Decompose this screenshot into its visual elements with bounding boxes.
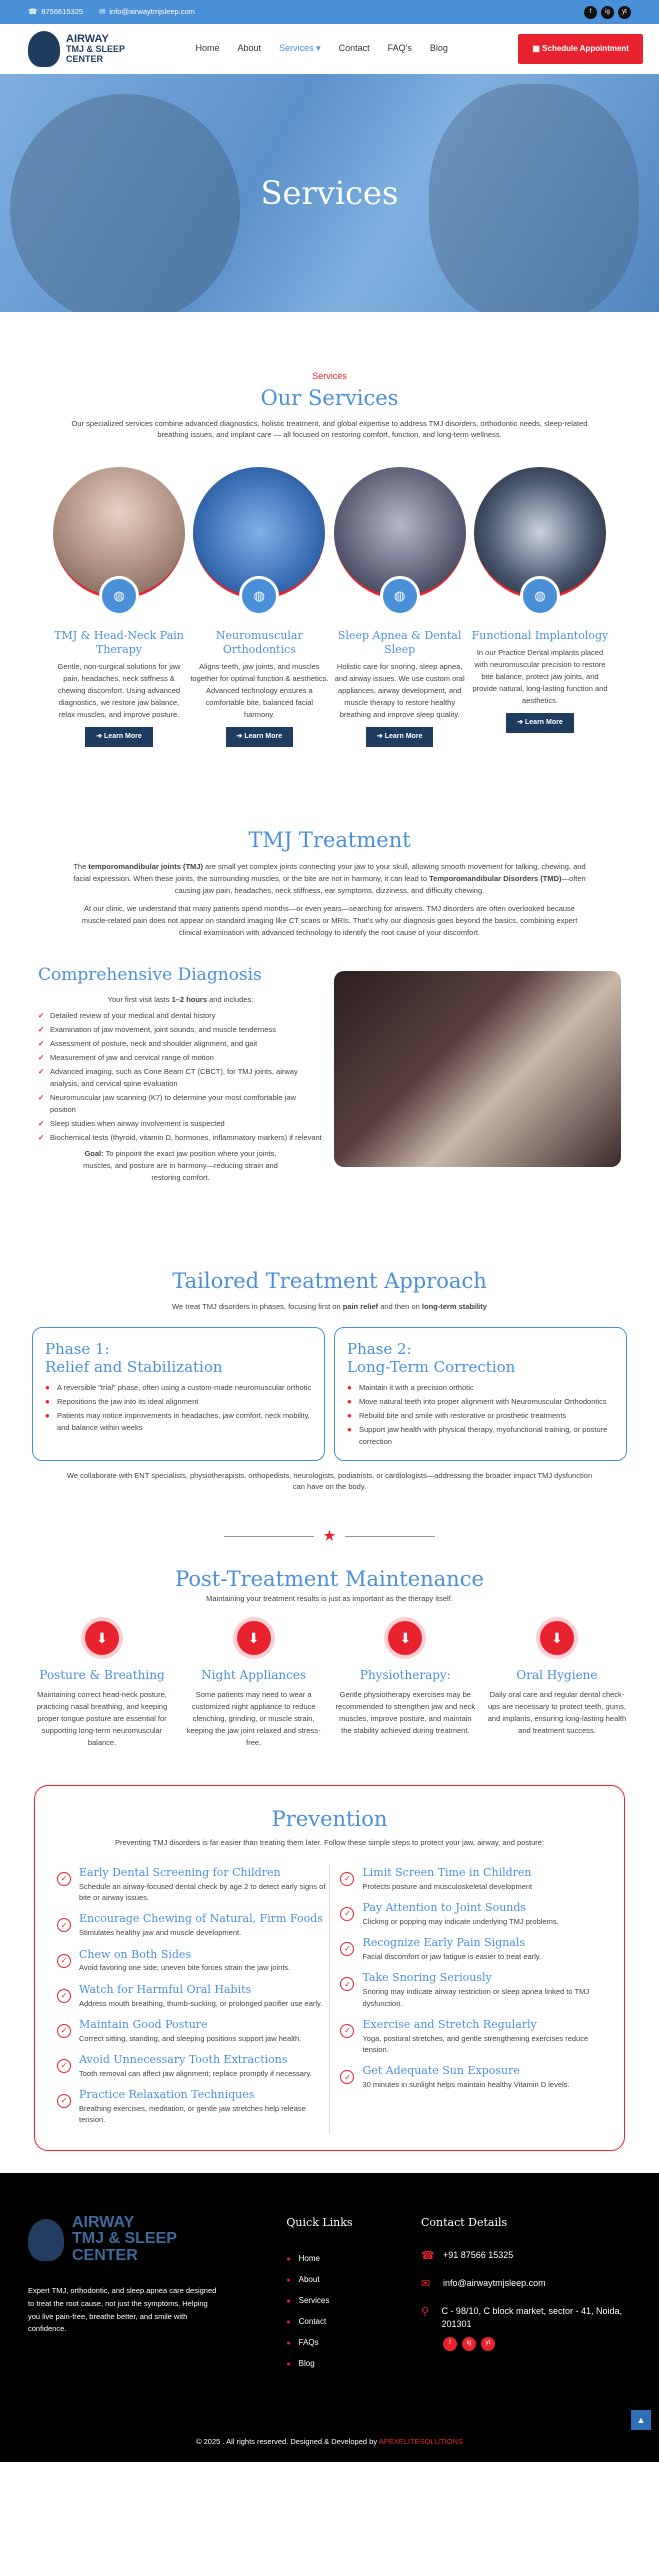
check-circle-icon: ✓ bbox=[57, 1954, 71, 1968]
footer-email[interactable]: ✉ info@airwaytmjsleep.com bbox=[421, 2277, 631, 2293]
phone-link[interactable]: ☎ 8756615325 bbox=[28, 6, 84, 16]
section-divider bbox=[32, 1527, 627, 1546]
prevention-item: ✓ Get Adequate Sun Exposure 30 minutes in sunlight helps maintain healthy Vitamin D levels. bbox=[340, 2063, 602, 2090]
arrow-down-icon: ⬇ bbox=[540, 1621, 574, 1655]
tmj-title: TMJ Treatment bbox=[248, 827, 411, 852]
logo-head-icon bbox=[28, 2219, 64, 2261]
diagnosis-lead: Your first visit lasts 1–2 hours and includes: bbox=[107, 994, 254, 1004]
footer-about: Expert TMJ, orthodontic, and sleep apnea care designed to treat the root cause, not just the symptoms. Helping you live pain-free, breathe better, and smile with confidence. bbox=[28, 2286, 217, 2334]
list-item: ✓ Advanced imaging, such as Cone Beam CT (CBCT), for TMJ joints, airway analysis, and cervical spine evaluation bbox=[38, 1066, 323, 1090]
list-item: ● Support jaw health with physical therapy, myofunctional training, or posture correction bbox=[347, 1424, 614, 1448]
service-card: ◍ Neuromuscular Orthodontics Aligns teeth, jaw joints, and muscles together for optimal function & aesthetics. Advanced technology ensures a comfortable bite, balanced facial harmony. ➔ Learn More bbox=[190, 467, 328, 747]
list-item: ● Maintain it with a precision orthotic bbox=[347, 1382, 614, 1394]
check-circle-icon: ✓ bbox=[340, 1942, 354, 1956]
list-item: ✓ Neuromuscular jaw scanning (K7) to determine your most comfortable jaw position bbox=[38, 1092, 323, 1116]
prevention-left bbox=[57, 1865, 329, 2134]
facebook-icon[interactable]: f bbox=[584, 6, 597, 19]
services-section bbox=[0, 370, 659, 747]
nav-blog[interactable]: Blog bbox=[429, 43, 448, 54]
check-circle-icon: ✓ bbox=[57, 1989, 71, 2003]
check-circle-icon: ✓ bbox=[340, 2024, 354, 2038]
list-item: ✓ Examination of jaw movement, joint sounds, and muscle tenderness bbox=[38, 1024, 323, 1036]
list-item: ✓ Assessment of posture, neck and shoulder alignment, and gait bbox=[38, 1038, 323, 1050]
nav-home[interactable]: Home bbox=[195, 43, 220, 54]
diagnosis-goal: Goal: To pinpoint the exact jaw position where your joints, muscles, and posture are in harmony—reducing strain and restoring comfort. bbox=[83, 1148, 278, 1182]
top-bar bbox=[0, 0, 659, 24]
list-item: ● Move natural teeth into proper alignment with Neuromuscular Orthodontics bbox=[347, 1396, 614, 1408]
tooth-icon: ◍ bbox=[239, 576, 279, 616]
arrow-down-icon: ⬇ bbox=[388, 1621, 422, 1655]
service-card: ◍ TMJ & Head-Neck Pain Therapy Gentle, non-surgical solutions for jaw pain, headaches, neck stiffness & chewing discomfort. Using advanced diagnostics, we restore jaw balance, relax muscles, and improve posture. ➔ Learn More bbox=[50, 467, 188, 747]
post-treatment-section bbox=[0, 1564, 659, 2151]
prevention-item: ✓ Maintain Good Posture Correct sitting, standing, and sleeping positions support jaw health. bbox=[57, 2017, 329, 2044]
hero-image-right bbox=[429, 84, 639, 312]
quick-links-title: Quick Links bbox=[286, 2215, 353, 2229]
approach-lead: We treat TMJ disorders in phases, focusing first on pain relief and then on long-term stability bbox=[172, 1302, 487, 1312]
site-logo[interactable]: AIRWAY TMJ & SLEEP CENTER bbox=[28, 31, 125, 67]
learn-more-button[interactable]: ➔ Learn More bbox=[506, 713, 574, 733]
prevention-item: ✓ Encourage Chewing of Natural, Firm Foods Stimulates healthy jaw and muscle development. bbox=[57, 1911, 329, 1938]
footer-link-home[interactable]: ● Home bbox=[286, 2253, 352, 2265]
prevention-item: ✓ Pay Attention to Joint Sounds Clicking or popping may indicate underlying TMJ problems. bbox=[340, 1900, 602, 1927]
back-to-top-button[interactable]: ▲ bbox=[631, 2410, 651, 2430]
tmj-section bbox=[0, 825, 659, 1184]
footer-link-contact[interactable]: ● Contact bbox=[286, 2316, 352, 2328]
list-item: ● Rebuild bite and smile with restorative or prosthetic treatments bbox=[347, 1410, 614, 1422]
footer-phone[interactable]: ☎ +91 87566 15325 bbox=[421, 2249, 631, 2265]
list-item: ✓ Sleep studies when airway involvement is suspected bbox=[38, 1118, 323, 1130]
prevention-item: ✓ Early Dental Screening for Children Schedule an airway-focused dental check by age 2 to detect early signs of bite or airway issues. bbox=[57, 1865, 329, 1903]
services-title: Our Services bbox=[260, 386, 399, 411]
tooth-icon: ◍ bbox=[380, 576, 420, 616]
learn-more-button[interactable]: ➔ Learn More bbox=[85, 727, 153, 747]
logo-head-icon bbox=[28, 31, 60, 67]
prevention-item: ✓ Avoid Unnecessary Tooth Extractions Tooth removal can affect jaw alignment; replace promptly if necessary. bbox=[57, 2052, 329, 2079]
developer-link[interactable]: APEXELITESOLUTIONS bbox=[378, 2437, 463, 2447]
prevention-sub: Preventing TMJ disorders is far easier than treating them later. Follow these simple steps to protect your jaw, airway, and posture: bbox=[114, 1838, 545, 1847]
footer-logo[interactable]: AIRWAY TMJ & SLEEP CENTER bbox=[28, 2215, 218, 2265]
hero-banner bbox=[0, 74, 659, 312]
collab-text: We collaborate with ENT specialists, physiotherapists, orthopedists, neurologists, podiatrists, or cardiologists—addressing the broader impact TMJ dysfunction can have on the body. bbox=[66, 1471, 593, 1492]
check-circle-icon: ✓ bbox=[57, 1872, 71, 1886]
arrow-down-icon: ⬇ bbox=[237, 1621, 271, 1655]
footer-link-about[interactable]: ● About bbox=[286, 2274, 352, 2286]
prevention-item: ✓ Chew on Both Sides Avoid favoring one side; uneven bite forces strain the jaw joints. bbox=[57, 1947, 329, 1974]
tooth-icon: ◍ bbox=[99, 576, 139, 616]
check-circle-icon: ✓ bbox=[57, 2094, 71, 2108]
services-intro: Our specialized services combine advanced diagnostics, holistic treatment, and global expertise to address TMJ disorders, orthodontic needs, sleep-related breathing issues, and implant care — all focused on restoring comfort, function, and long-term wellness. bbox=[71, 419, 588, 440]
service-image bbox=[474, 467, 606, 603]
check-circle-icon: ✓ bbox=[340, 2070, 354, 2084]
ptm-sub: Maintaining your treatment results is just as important as the therapy itself. bbox=[206, 1594, 453, 1604]
prevention-item: ✓ Take Snoring Seriously Snoring may indicate airway restriction or sleep apnea linked to TMJ dysfunction. bbox=[340, 1970, 602, 2008]
youtube-icon[interactable]: yt bbox=[618, 6, 631, 19]
prevention-right bbox=[329, 1865, 602, 2134]
approach-title: Tailored Treatment Approach bbox=[172, 1268, 487, 1293]
list-item: ✓ Biochemical tests (thyroid, vitamin D, hormones, inflammatory markers) if relevant bbox=[38, 1132, 323, 1144]
copyright: © 2025 . All rights reserved. Designed & Developed by APEXELITESOLUTIONS bbox=[196, 2437, 463, 2447]
ptm-item: ⬇ Oral Hygiene Daily oral care and regular dental check-ups are necessary to protect teeth, gums, and implants, ensuring long-lasting health and treatment success. bbox=[487, 1621, 627, 1748]
tmj-paragraph: The temporomandibular joints (TMJ) are small yet complex joints connecting your jaw to your skull, allowing smooth movement for talking, chewing, and facial expression. When these joints, the surrounding muscles, or the bite are not in harmony, it can lead to Temporomandibular Disorders (TMD)—often causing jaw pain, headaches, neck stiffness, ear symptoms, dizziness, and difficulty chewing. bbox=[73, 862, 586, 896]
learn-more-button[interactable]: ➔ Learn More bbox=[366, 727, 434, 747]
hero-title: Services bbox=[260, 173, 399, 212]
diagnosis-title: Comprehensive Diagnosis bbox=[38, 965, 262, 986]
hero-image-left bbox=[10, 94, 240, 312]
check-circle-icon: ✓ bbox=[340, 1872, 354, 1886]
service-image bbox=[193, 467, 325, 603]
tooth-icon: ◍ bbox=[520, 576, 560, 616]
phone-icon: ☎ bbox=[420, 2249, 435, 2262]
phase-2-card: Phase 2: Long-Term Correction ● Maintain it with a precision orthotic ● Move natural teeth into proper alignment with Neuromuscular Orthodontics ● Rebuild bite and smile with restorative or prosthetic treatments ● Support jaw health with physical therapy, myofunctional training, or posture correction bbox=[334, 1327, 627, 1461]
nav-contact[interactable]: Contact bbox=[338, 43, 370, 54]
list-item: ✓ Measurement of jaw and cervical range of motion bbox=[38, 1052, 323, 1064]
ptm-item: ⬇ Physiotherapy: Gentle physiotherapy exercises may be recommended to strengthen jaw and neck muscles, improve posture, and maintain the stability achieved during treatment. bbox=[335, 1621, 475, 1748]
prevention-item: ✓ Exercise and Stretch Regularly Yoga, postural stretches, and gentle strengthening exercises reduce tension. bbox=[340, 2017, 602, 2055]
ptm-title: Post-Treatment Maintenance bbox=[175, 1566, 484, 1591]
schedule-appointment-button[interactable]: ▦ Schedule Appointment bbox=[518, 34, 643, 64]
prevention-item: ✓ Practice Relaxation Techniques Breathing exercises, meditation, or gentle jaw stretches help release tension. bbox=[57, 2087, 329, 2125]
list-item: ✓ Detailed review of your medical and dental history bbox=[38, 1010, 323, 1022]
service-image bbox=[334, 467, 466, 603]
contact-title: Contact Details bbox=[420, 2215, 508, 2229]
instagram-icon[interactable]: ig bbox=[601, 6, 614, 19]
main-nav bbox=[0, 24, 659, 74]
check-circle-icon: ✓ bbox=[57, 2059, 71, 2073]
check-circle-icon: ✓ bbox=[57, 2024, 71, 2038]
email-link[interactable]: ✉ info@airwaytmjsleep.com bbox=[99, 6, 195, 16]
star-icon: ★ bbox=[323, 1528, 336, 1544]
mail-icon: ✉ bbox=[99, 6, 106, 16]
learn-more-button[interactable]: ➔ Learn More bbox=[226, 727, 294, 747]
check-circle-icon: ✓ bbox=[340, 1907, 354, 1921]
check-circle-icon: ✓ bbox=[340, 1977, 354, 1991]
diagnosis-photo bbox=[334, 971, 621, 1167]
nav-about[interactable]: About bbox=[237, 43, 262, 54]
prevention-box bbox=[34, 1785, 625, 2151]
nav-services[interactable]: Services ▾ bbox=[279, 43, 321, 54]
prevention-item: ✓ Recognize Early Pain Signals Facial discomfort or jaw fatigue is easier to treat early. bbox=[340, 1935, 602, 1962]
footer-link-services[interactable]: ● Services bbox=[286, 2295, 352, 2307]
footer-link-faqs[interactable]: ● FAQs bbox=[286, 2337, 352, 2349]
service-card: ◍ Sleep Apnea & Dental Sleep Holistic care for snoring, sleep apnea, and airway issues. We use custom oral appliances, airway development, and muscle therapy to restore healthy breathing and improve sleep quality. ➔ Learn More bbox=[331, 467, 469, 747]
services-kicker: Services bbox=[312, 371, 347, 381]
list-item: ● A reversible "trial" phase, often using a custom-made neuromuscular orthotic bbox=[45, 1382, 312, 1394]
treatment-approach-section bbox=[0, 1266, 659, 1546]
facebook-icon[interactable]: f bbox=[443, 2337, 457, 2351]
service-image bbox=[53, 467, 185, 603]
footer-link-blog[interactable]: ● Blog bbox=[286, 2358, 352, 2370]
site-footer bbox=[0, 2173, 659, 2463]
mail-icon: ✉ bbox=[420, 2277, 431, 2290]
ptm-item: ⬇ Night Appliances Some patients may need to wear a customized night appliance to reduce clenching, grinding, or muscle strain, keeping the jaw joint relaxed and stress-free. bbox=[184, 1621, 324, 1748]
list-item: ● Patients may notice improvements in headaches, jaw comfort, neck mobility, and balance within weeks bbox=[45, 1410, 312, 1434]
footer-address: ⚲ C - 98/10, C block market, sector - 41, Noida, 201301 bbox=[420, 2305, 623, 2329]
ptm-item: ⬇ Posture & Breathing Maintaining correct head-neck posture, practicing nasal breathing, and keeping proper tongue posture are essential for supporting long-term neuromuscular balance. bbox=[32, 1621, 172, 1748]
nav-faqs[interactable]: FAQ's bbox=[387, 43, 412, 54]
service-card: ◍ Functional Implantology In our Practice Dental implants placed with neuromuscular precision to restore bite balance, protect jaw joints, and provide natural, long-lasting function and aesthetics. ➔ Learn More bbox=[471, 467, 609, 747]
instagram-icon[interactable]: ig bbox=[462, 2337, 476, 2351]
list-item: ● Repositions the jaw into its ideal alignment bbox=[45, 1396, 312, 1408]
phase-1-card: Phase 1: Relief and Stabilization ● A reversible "trial" phase, often using a custom-made neuromuscular orthotic ● Repositions the jaw into its ideal alignment ● Patients may notice improvements in headaches, jaw comfort, neck mobility, and balance within weeks bbox=[32, 1327, 325, 1461]
youtube-icon[interactable]: yt bbox=[481, 2337, 495, 2351]
prevention-item: ✓ Watch for Harmful Oral Habits Address mouth breathing, thumb-sucking, or prolonged pacifier use early. bbox=[57, 1982, 329, 2009]
phone-icon: ☎ bbox=[28, 6, 38, 16]
check-circle-icon: ✓ bbox=[57, 1918, 71, 1932]
arrow-down-icon: ⬇ bbox=[85, 1621, 119, 1655]
location-icon: ⚲ bbox=[420, 2305, 430, 2318]
prevention-item: ✓ Limit Screen Time in Children Protects posture and musculoskeletal development bbox=[340, 1865, 602, 1892]
tmj-paragraph: At our clinic, we understand that many patients spend months—or even years—searching for answers. TMJ disorders are often overlooked because muscle-related pain does not appear on standard imaging like CT scans or MRIs. That's why our diagnosis goes beyond the basics, combining expert clinical examination with advanced technology to identify the root cause of your discomfort. bbox=[81, 904, 578, 938]
prevention-title: Prevention bbox=[271, 1806, 388, 1831]
